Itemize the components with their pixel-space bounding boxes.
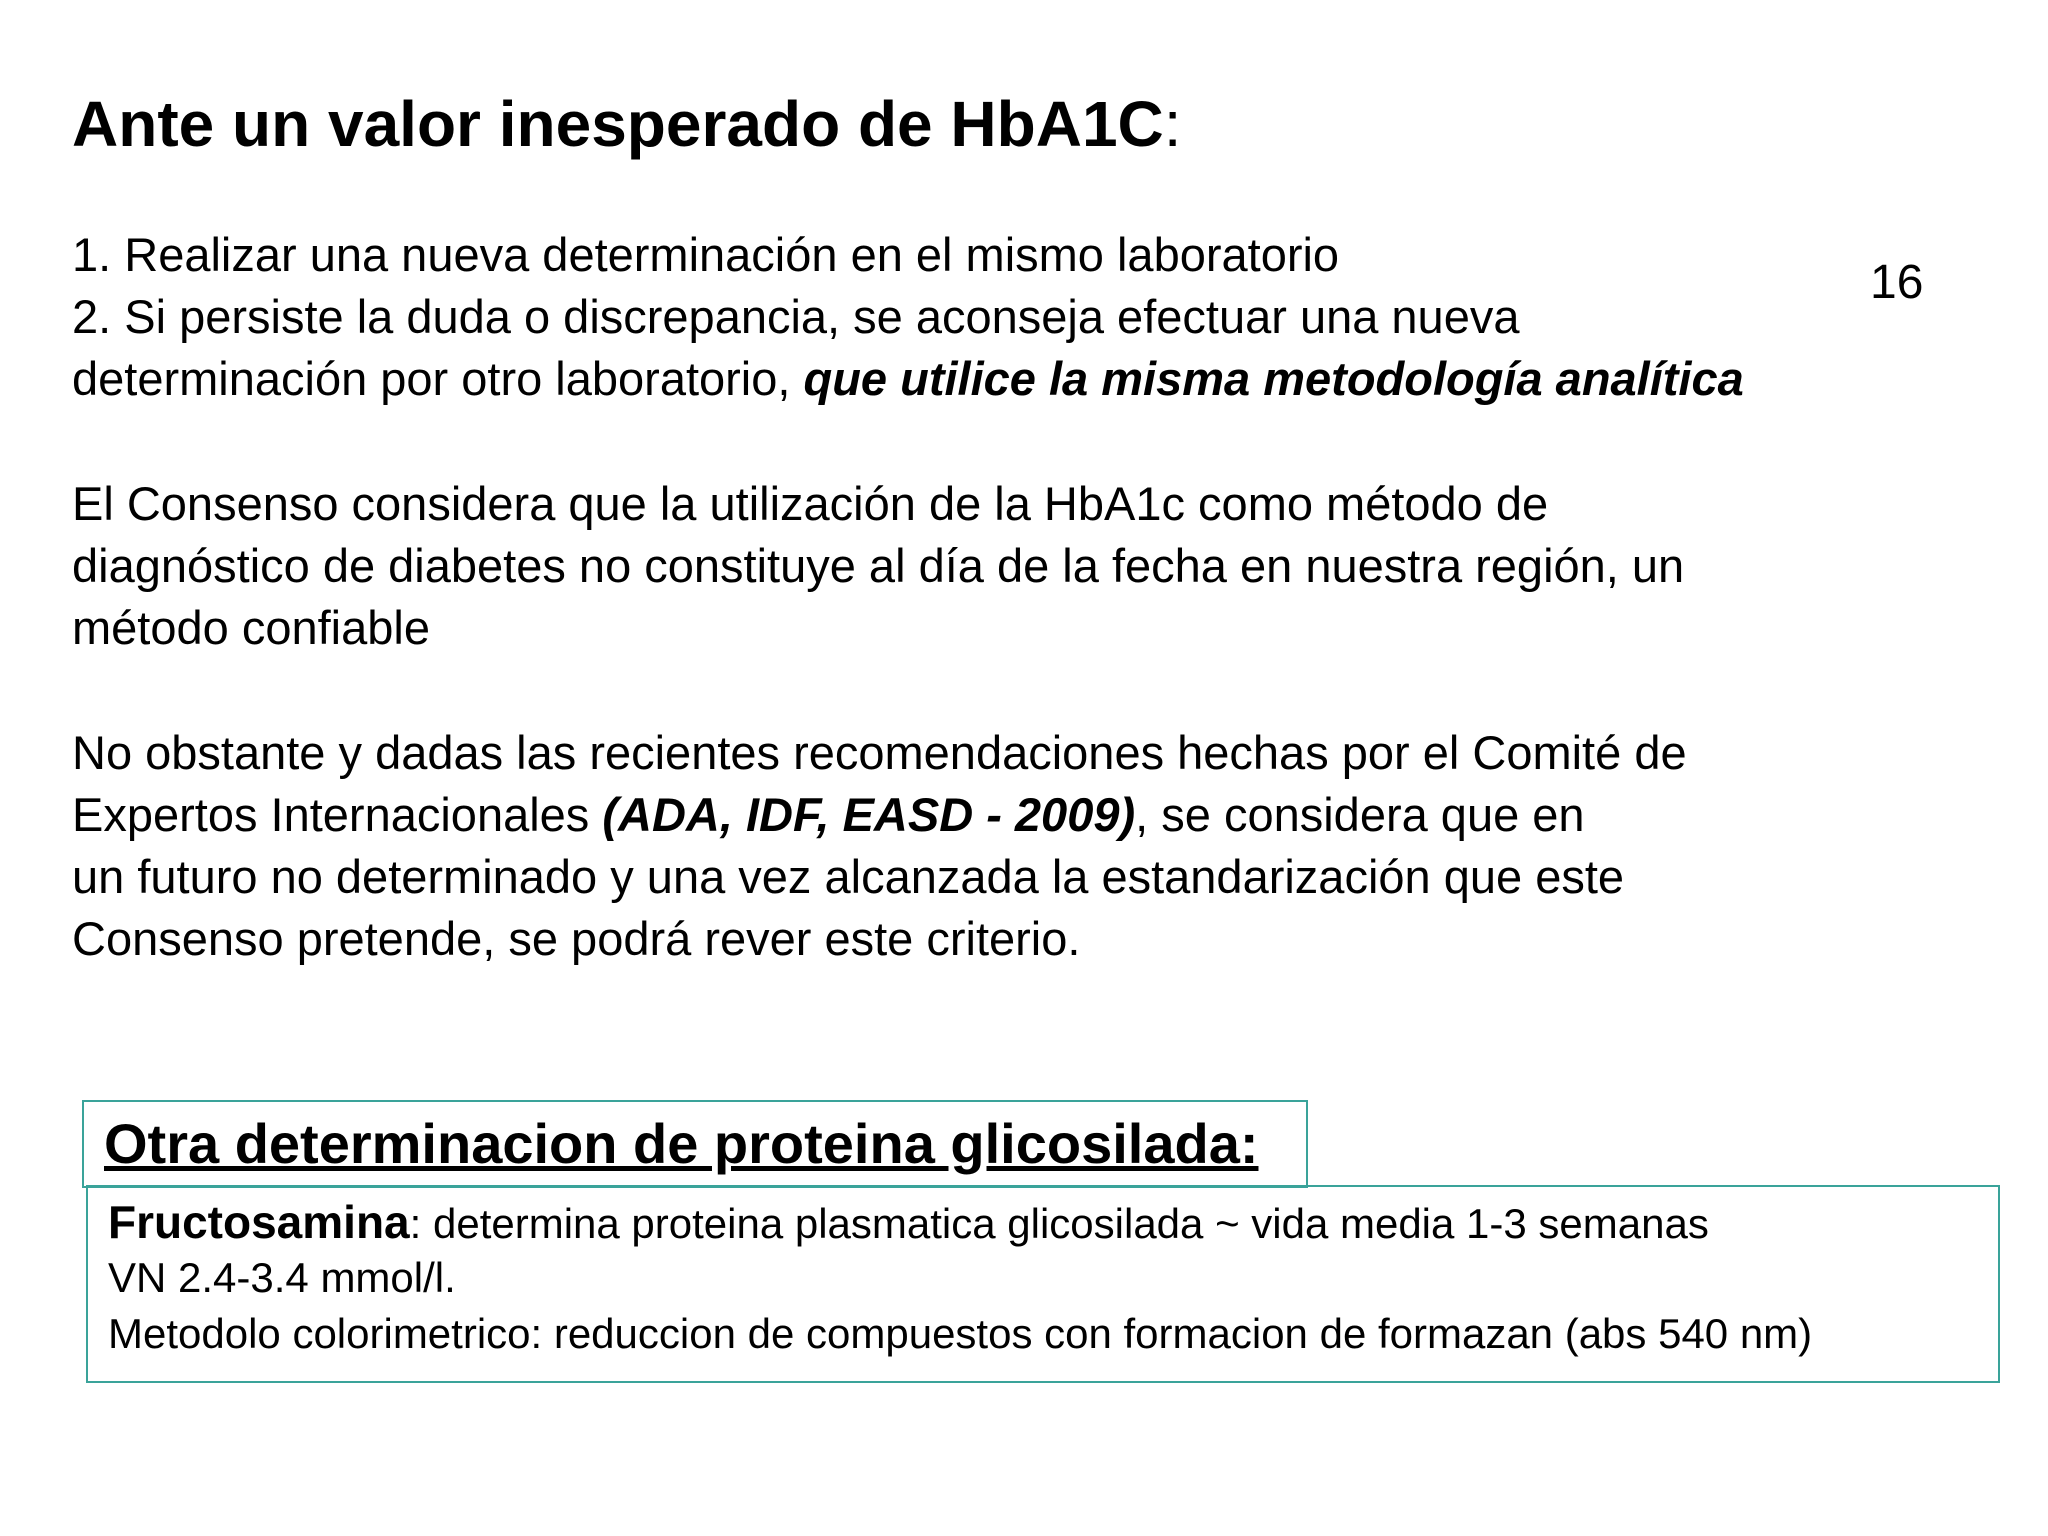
consensus-line-1: El Consenso considera que la utilización de la HbA1c como método de xyxy=(72,477,1549,530)
slide-title-colon: : xyxy=(1163,88,1182,160)
fructosamine-definition-row xyxy=(108,1197,1709,1249)
slide-number: 16 xyxy=(1870,256,1924,309)
slide-title-text: Ante un valor inesperado de HbA1C xyxy=(72,88,1164,160)
notwithstanding-line-2-tail: , se considera que en xyxy=(1135,788,1585,841)
fructosamine-term: Fructosamina xyxy=(108,1196,410,1248)
notwithstanding-line-2 xyxy=(72,784,1972,846)
fructosamine-info-box xyxy=(86,1185,2000,1383)
step-2-regular: determinación por otro laboratorio, xyxy=(72,352,804,405)
fructosamine-method: Metodolo colorimetrico: reduccion de compuestos con formacion de formazan (abs 540 nm) xyxy=(108,1310,1813,1357)
glycated-protein-heading: Otra determinacion de proteina glicosilada: xyxy=(104,1112,1259,1175)
notwithstanding-paragraph xyxy=(72,722,1972,970)
slide-title xyxy=(72,88,1182,160)
step-2-continuation xyxy=(72,348,1972,410)
notwithstanding-citation: (ADA, IDF, EASD - 2009) xyxy=(602,788,1136,841)
notwithstanding-line-4: Consenso pretende, se podrá rever este criterio. xyxy=(72,912,1081,965)
step-1: 1. Realizar una nueva determinación en el mismo laboratorio xyxy=(72,228,1340,281)
fructosamine-definition: : determina proteina plasmatica glicosilada ~ vida media 1-3 semanas xyxy=(409,1200,1709,1247)
consensus-line-3: método confiable xyxy=(72,601,430,654)
step-2: 2. Si persiste la duda o discrepancia, se aconseja efectuar una nueva xyxy=(72,290,1520,343)
fructosamine-reference-value: VN 2.4-3.4 mmol/l. xyxy=(108,1254,456,1301)
step-2-emphasis: que utilice la misma metodología analítica xyxy=(803,352,1744,405)
consensus-line-2: diagnóstico de diabetes no constituye al día de la fecha en nuestra región, un xyxy=(72,539,1685,592)
notwithstanding-line-1: No obstante y dadas las recientes recomendaciones hechas por el Comité de xyxy=(72,726,1687,779)
notwithstanding-line-3: un futuro no determinado y una vez alcanzada la estandarización que este xyxy=(72,850,1625,903)
steps-block xyxy=(72,224,1972,410)
consensus-paragraph xyxy=(72,473,1972,659)
notwithstanding-line-2-regular: Expertos Internacionales xyxy=(72,788,603,841)
glycated-protein-heading-box xyxy=(82,1100,1308,1188)
